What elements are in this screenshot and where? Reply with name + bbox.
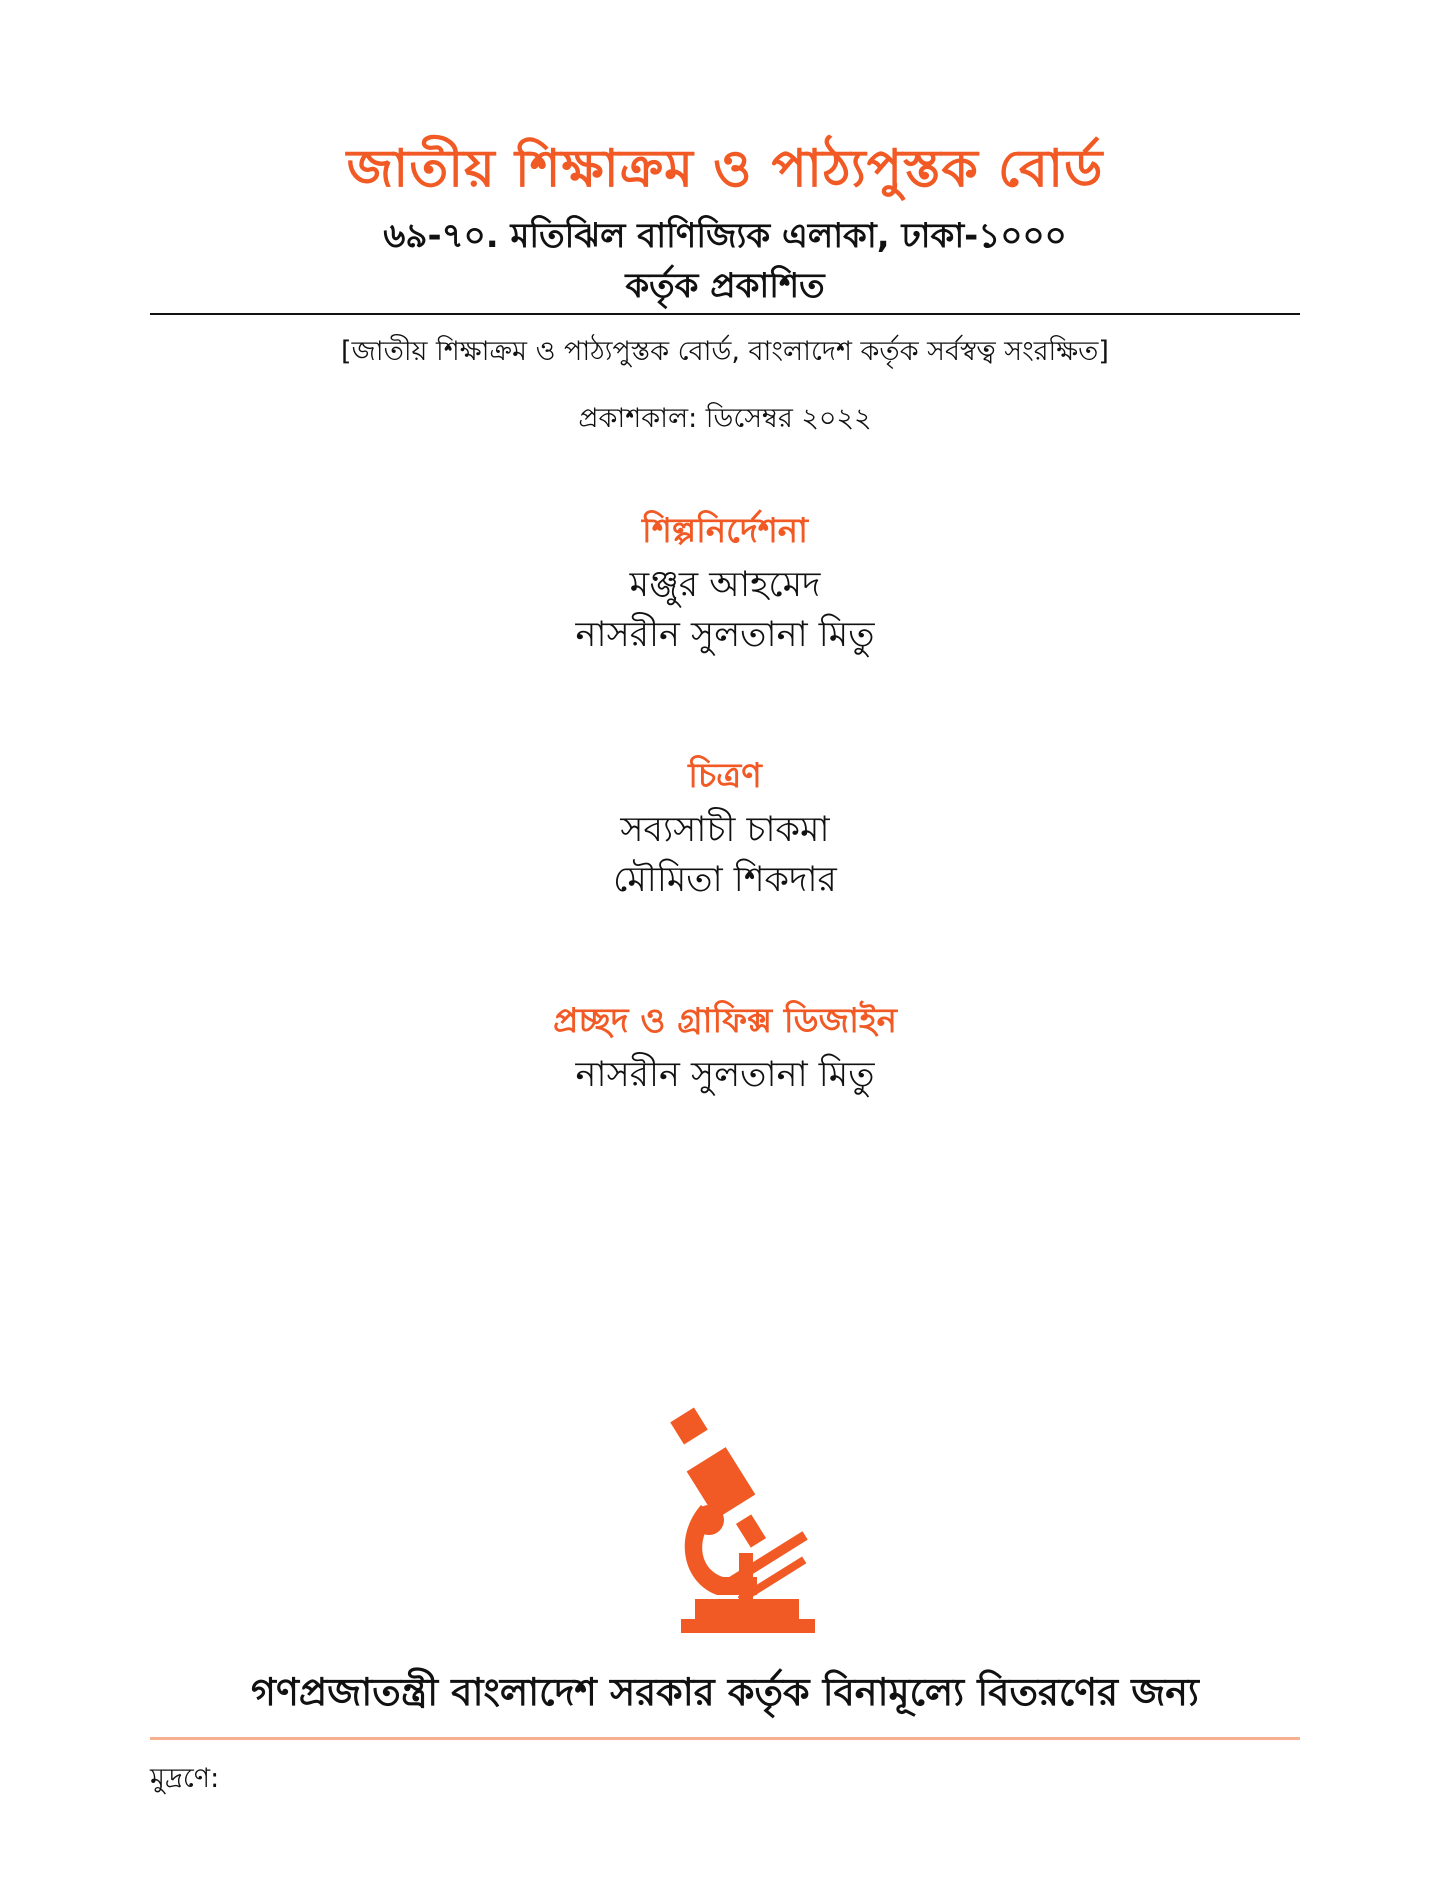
free-distribution-note: গণপ্রজাতন্ত্রী বাংলাদেশ সরকার কর্তৃক বিনামূল্যে বিতরণের জন্য	[251, 1670, 1199, 1714]
published-by-line: কর্তৃক প্রকাশিত	[625, 266, 825, 306]
cover-design-name: নাসরীন সুলতানা মিতু	[575, 1055, 875, 1095]
cover-design-heading: প্রচ্ছদ ও গ্রাফিক্স ডিজাইন	[553, 1001, 897, 1041]
header-divider	[150, 313, 1300, 315]
microscope-icon	[665, 1405, 835, 1645]
footer-divider	[150, 1737, 1300, 1740]
art-direction-heading: শিল্পনির্দেশনা	[642, 511, 808, 551]
printer-label: মুদ্রণে:	[150, 1763, 220, 1794]
art-direction-name: মঞ্জুর আহমেদ	[629, 565, 821, 605]
illustration-heading: চিত্রণ	[688, 756, 762, 796]
publication-date: প্রকাশকাল: ডিসেম্বর ২০২২	[578, 403, 872, 434]
board-title: জাতীয় শিক্ষাক্রম ও পাঠ্যপুস্তক বোর্ড	[346, 139, 1104, 199]
illustration-name: মৌমিতা শিকদার	[613, 860, 837, 900]
illustration-name: সব্যসাচী চাকমা	[620, 810, 830, 850]
art-direction-name: নাসরীন সুলতানা মিতু	[575, 615, 875, 655]
board-address: ৬৯-৭০. মতিঝিল বাণিজ্যিক এলাকা, ঢাকা-১০০০	[383, 216, 1067, 256]
copyright-notice: [জাতীয় শিক্ষাক্রম ও পাঠ্যপুস্তক বোর্ড, বাংলাদেশ কর্তৃক সর্বস্বত্ব সংরক্ষিত]	[341, 336, 1109, 367]
